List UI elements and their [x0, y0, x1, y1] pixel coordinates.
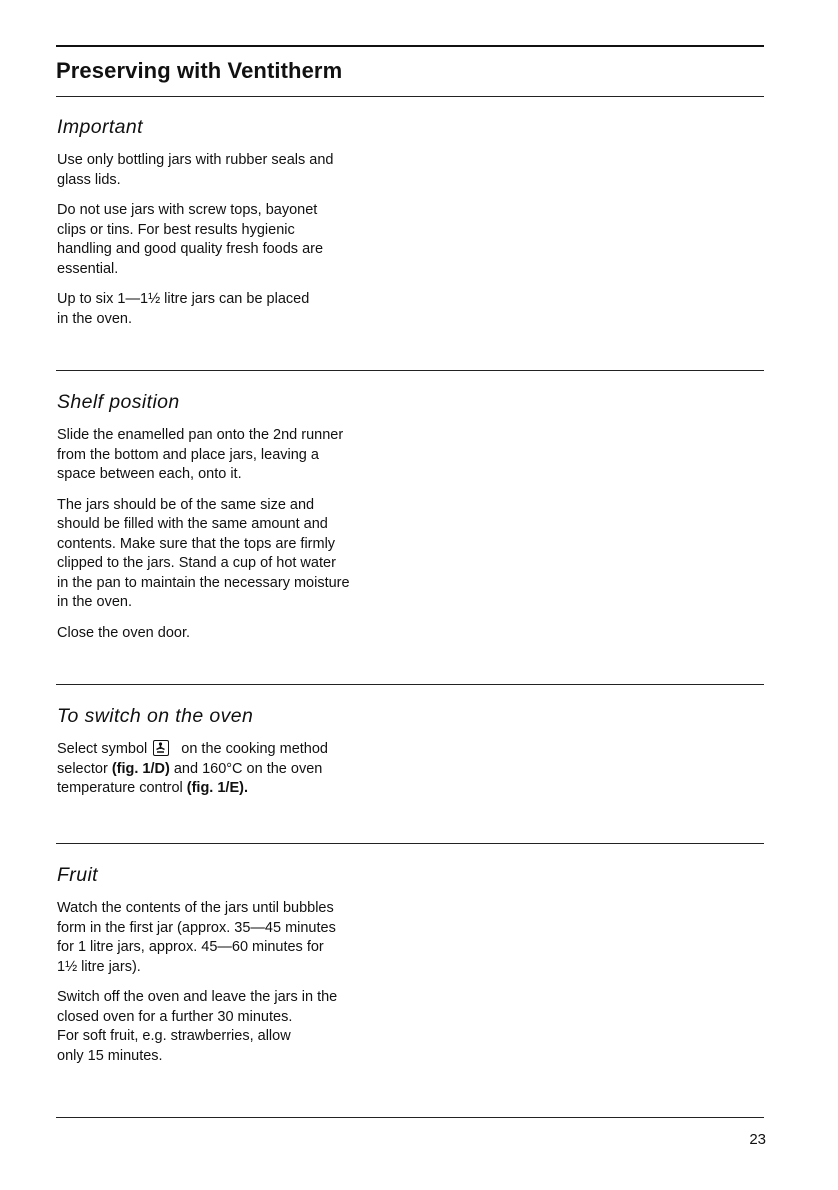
text-line: The jars should be of the same size and	[57, 496, 315, 513]
text-fragment: on the cooking method	[181, 741, 328, 757]
important-paragraph-2	[57, 201, 437, 279]
text-fragment: temperature control	[57, 780, 183, 796]
text-line	[57, 760, 437, 780]
fruit-paragraph-2	[57, 988, 437, 1066]
text-line: Do not use jars with screw tops, bayonet	[57, 202, 318, 218]
text-line: from the bottom and place jars, leaving a	[57, 446, 319, 463]
text-line: Up to six 1—1½ litre jars can be placed	[57, 291, 310, 307]
section-divider	[56, 684, 764, 685]
text-line: handling and good quality fresh foods are	[57, 241, 324, 257]
text-line: Switch off the oven and leave the jars in the	[57, 989, 338, 1005]
text-line: should be filled with the same amount and	[57, 516, 328, 532]
shelf-section	[57, 391, 437, 654]
text-line: clips or tins. For best results hygienic	[57, 221, 295, 238]
text-line: Slide the enamelled pan onto the 2nd runner	[57, 427, 344, 443]
important-paragraph-1	[57, 151, 437, 190]
shelf-heading: Shelf position	[57, 391, 180, 413]
text-line: glass lids.	[57, 171, 121, 188]
switch-on-heading: To switch on the oven	[57, 705, 254, 727]
text-line: contents. Make sure that the tops are firmly	[57, 535, 336, 552]
switch-on-section	[57, 705, 437, 810]
important-heading: Important	[57, 116, 143, 138]
title-rule	[56, 96, 764, 97]
shelf-paragraph-1	[57, 426, 437, 485]
text-line: in the pan to maintain the necessary moisture	[57, 574, 350, 591]
text-line	[57, 740, 437, 760]
text-line: For soft fruit, e.g. strawberries, allow	[57, 1028, 291, 1044]
section-divider	[56, 370, 764, 371]
top-rule	[56, 45, 764, 47]
text-line: only 15 minutes.	[57, 1047, 163, 1064]
text-line: essential.	[57, 260, 119, 277]
figure-reference: (fig. 1/D)	[111, 760, 170, 777]
fruit-heading: Fruit	[57, 864, 98, 886]
important-section	[57, 116, 437, 340]
text-line: clipped to the jars. Stand a cup of hot water	[57, 555, 336, 571]
text-line: for 1 litre jars, approx. 45—60 minutes for	[57, 939, 324, 955]
fruit-paragraph-1	[57, 899, 437, 977]
figure-reference: (fig. 1/E).	[186, 780, 248, 796]
text-line: closed oven for a further 30 minutes.	[57, 1008, 293, 1025]
text-line	[57, 779, 437, 799]
section-divider	[56, 843, 764, 844]
shelf-paragraph-3	[57, 624, 437, 644]
text-line: space between each, onto it.	[57, 466, 242, 482]
fruit-section	[57, 864, 437, 1077]
important-paragraph-3	[57, 290, 437, 329]
text-line: Use only bottling jars with rubber seals and	[57, 152, 334, 168]
bottom-rule	[56, 1117, 764, 1118]
text-line: Close the oven door.	[57, 624, 191, 641]
page-number: 23	[749, 1131, 766, 1148]
page-title: Preserving with Ventitherm	[56, 58, 343, 83]
text-line: Watch the contents of the jars until bubbles	[57, 900, 334, 916]
text-line: form in the first jar (approx. 35—45 minutes	[57, 919, 336, 936]
text-fragment: selector	[57, 760, 108, 777]
switch-on-paragraph	[57, 740, 437, 799]
text-line: in the oven.	[57, 594, 132, 610]
ventitherm-symbol-icon	[153, 740, 169, 756]
text-fragment: Select symbol	[57, 741, 148, 757]
shelf-paragraph-2	[57, 496, 437, 613]
text-fragment: and 160°C on the oven	[173, 760, 323, 777]
text-line: 1½ litre jars).	[57, 958, 141, 975]
text-line: in the oven.	[57, 310, 132, 327]
